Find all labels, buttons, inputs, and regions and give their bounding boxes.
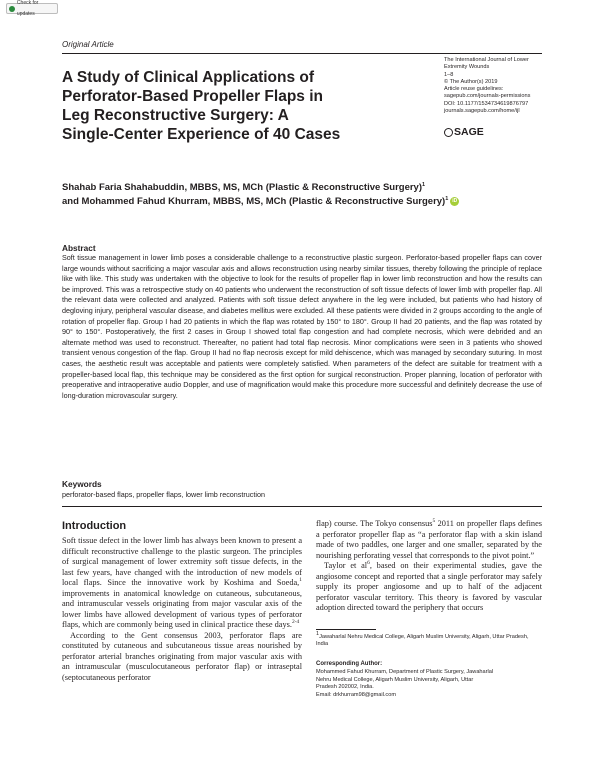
citation[interactable]: 6 xyxy=(367,560,370,567)
sage-logo-icon xyxy=(444,128,453,137)
badge-label: Check for updates xyxy=(16,0,39,17)
orcid-icon[interactable]: iD xyxy=(452,197,458,204)
keywords-heading: Keywords xyxy=(62,479,102,489)
paragraph: According to the Gent consensus 2003, perforator flaps are constituted by cutaneous and subcutaneous tissue areas nourished by perforator arterial branches originating from major vascular axis with an intramuscular (musculocutaneous perforator flap) or intraseptal (septocutaneous perforator xyxy=(62,630,302,682)
email-link[interactable]: Email: drkhurram98@gmail.com xyxy=(316,691,396,698)
author-list xyxy=(62,181,532,209)
abstract-heading: Abstract xyxy=(62,243,96,253)
citation[interactable]: 5 xyxy=(432,518,436,525)
reuse-label: Article reuse guidelines: xyxy=(444,86,504,93)
address-line: Mohammed Fahud Khurram, Department of Plastic Surgery, Jawaharlal xyxy=(316,669,494,675)
doi-link[interactable]: DOI: 10.1177/1534734619876797 xyxy=(444,100,529,107)
header-divider xyxy=(62,53,542,54)
affiliation-marker: 1 xyxy=(422,181,426,188)
title-line: Perforator-Based Propeller Flaps in xyxy=(62,88,323,105)
paragraph: flap) course. The Tokyo consensus$^5$ 2011 on propeller flaps defines a perforator propeller flap as “a perforator flap with a skin island made of two paddles, one larger and one smaller, separated by the nourishing perforating vessel that corresponds to the pivot point.” xyxy=(316,518,542,560)
title-line: A Study of Clinical Applications of xyxy=(62,69,315,86)
check-for-updates-badge[interactable] xyxy=(6,0,58,17)
body-column-right xyxy=(316,519,542,614)
citation[interactable]: 1 xyxy=(299,577,302,584)
paper-title xyxy=(62,68,432,144)
affiliation-marker: 1 xyxy=(445,195,449,202)
paragraph: Taylor et $al^6$, based on their experimental studies, gave the angiosome concept and reported that a single perforator may safely supply its proper angiosome and up to half of the adjacent perforator vascular territory. This theory is favored by vascular adoption directed toward the periphery that occurs xyxy=(316,560,542,612)
author-line: and Mohammed Fahud Khurram, MBBS, MS, MCh (Plastic & Reconstructive Surgery)$^1$ iD xyxy=(62,195,458,207)
address-line: Nehru Medical College, Aligarh Muslim University, Aligarh, Uttar xyxy=(316,676,474,683)
address-line: Pradesh 202002, India. xyxy=(316,684,374,691)
corresponding-author-details xyxy=(316,669,542,699)
paragraph: Soft tissue defect in the lower limb has always been known to present a difficult reconstructive challenge to the plastic surgeon. The principles of surgical management of lower extremity soft tissue defects, in the last few years, have changed with the introduction of new models of local flaps. Since the innovative work by Koshima and Soeda,$^1$ improvements in anatomical knowledge on cutaneous, subcutaneous, and intramuscular vessels originating from major vascular axis of the lower limbs have allowed development of various types of perforator flaps, which are commonly being used in clinical practice these days.$^{2-4}$ xyxy=(62,536,302,629)
corresponding-author-heading: Corresponding Author: xyxy=(316,661,383,667)
affiliation-marker: 1 xyxy=(316,631,320,638)
footnote-divider xyxy=(316,629,376,630)
author-line: Shahab Faria Shahabuddin, MBBS, MS, MCh (Plastic & Reconstructive Surgery)$^1$ xyxy=(62,181,426,193)
journal-home-link[interactable]: journals.sagepub.com/home/ijl xyxy=(444,108,520,115)
keywords-list: perforator-based flaps, propeller flaps, lower limb reconstruction xyxy=(62,490,265,499)
introduction-heading: Introduction xyxy=(62,520,127,532)
page-range: 1–8 xyxy=(444,71,454,78)
check-icon xyxy=(9,6,15,12)
journal-name-line: Extremity Wounds xyxy=(444,64,490,71)
journal-meta xyxy=(444,57,594,115)
publisher-logo xyxy=(444,126,484,138)
title-line: Leg Reconstructive Surgery: A xyxy=(62,107,289,124)
affiliation-footnote: $^1$Jawaharlal Nehru Medical College, Aligarh Muslim University, Aligarh, Uttar Pradesh, India xyxy=(316,631,529,648)
body-column-left xyxy=(62,536,302,683)
publisher-name: SAGE xyxy=(454,126,484,138)
journal-name-line: The International Journal of Lower xyxy=(444,57,529,63)
copyright: © The Author(s) 2019 xyxy=(444,78,498,85)
permissions-link[interactable]: sagepub.com/journals-permissions xyxy=(444,93,531,100)
article-type: Original Article xyxy=(62,40,114,49)
abstract-body: Soft tissue management in lower limb poses a considerable challenge to a reconstructive plastic surgeon. Perforator-based propeller flaps can cover large wounds without sacrificing a major vascular axis and allows reconstruction using nearby similar tissues, thereby following the principle of replace like with like. This study was undertaken with the objective to look for the results of propeller flap in lower limb reconstruction and how the results can be improved. This was a retrospective study on 40 patients who underwent the reconstruction of soft tissue defects of lower limb with propeller flap. All the relevant data were collected and analyzed. Patients with soft tissue defect anywhere in the leg were included, but patients who had history of degloving injury, peripheral vascular disease, and diabetes mellitus were excluded. All these patients were divided in 2 groups according to the angle of rotation of propeller flap. Group I had 20 patients in which the flap was rotated by 150° to 180°. Group II had 20 patients, and the flap was rotated by 90° to 150°. Postoperatively, the first 2 cases in Group I showed total flap congestion and had complete necrosis, which were debrided and an alternate method was used to reconstruct. Thereafter, no patient had total flap necrosis. Minor complications were seen in 3 patients who showed transient venous congestion of the flap. Group II had no flap necrosis except for mild dehiscence, which was managed by secondary suturing. In most cases, the aesthetic result was acceptable and patients were completely satisfied. When parameters of the defect are suitable for treatment with a propeller-based local flap, this technique may be considered as the first option for surgical reconstruction. Proper planning, location of perforator with preoperative and intraoperative audio Doppler, and use of magnification would make this procedure more successful and definitely decrease the use of long-duration microvascular surgery. xyxy=(62,253,542,400)
citation[interactable]: 2-4 xyxy=(291,619,300,626)
section-divider xyxy=(62,506,542,507)
title-line: Single-Center Experience of 40 Cases xyxy=(62,126,341,143)
